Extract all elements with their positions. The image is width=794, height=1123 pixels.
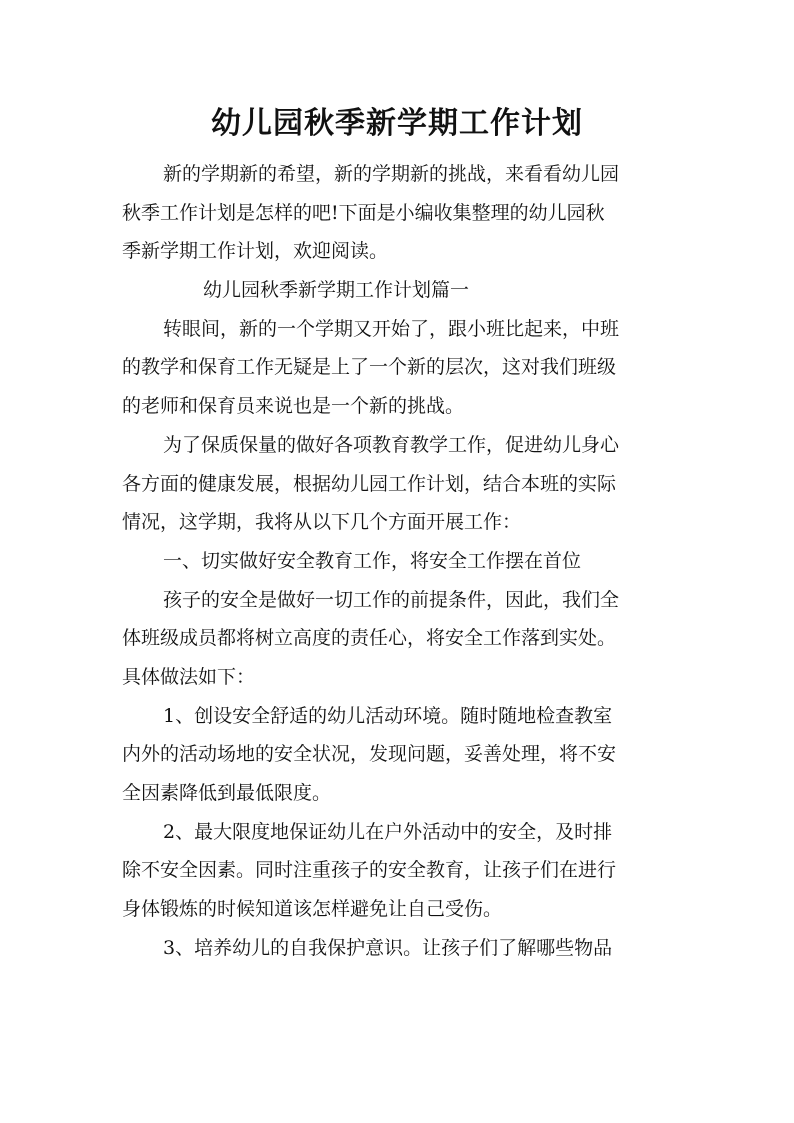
numbered-heading: 一、切实做好安全教育工作，将安全工作摆在首位: [163, 549, 582, 572]
paragraph-line: 各方面的健康发展，根据幼儿园工作计划，结合本班的实际: [122, 472, 617, 495]
paragraph-line: 秋季工作计划是怎样的吧!下面是小编收集整理的幼儿园秋: [122, 201, 605, 224]
paragraph-line: 具体做法如下：: [122, 665, 256, 688]
document-body: [122, 155, 687, 967]
paragraph-line: 为了保质保量的做好各项教育教学工作，促进幼儿身心: [163, 433, 620, 456]
list-item-line: 2、最大限度地保证幼儿在户外活动中的安全，及时排: [163, 820, 613, 843]
paragraph-line: 全因素降低到最低限度。: [122, 782, 332, 804]
section-heading: 幼儿园秋季新学期工作计划篇一: [203, 279, 470, 302]
paragraph-line: 内外的活动场地的安全状况，发现问题，妥善处理，将不安: [122, 743, 617, 766]
paragraph-line: 身体锻炼的时候知道该怎样避免让自己受伤。: [122, 898, 503, 921]
paragraph-line: 除不安全因素。同时注重孩子的安全教育，让孩子们在进行: [122, 859, 617, 882]
document-title: 幼儿园秋季新学期工作计划: [211, 106, 583, 141]
paragraph-line: 的教学和保育工作无疑是上了一个新的层次，这对我们班级: [122, 356, 617, 379]
paragraph-line: 情况，这学期，我将从以下几个方面开展工作：: [122, 511, 522, 534]
list-item-line: 1、创设安全舒适的幼儿活动环境。随时随地检查教室: [163, 704, 613, 727]
paragraph-line: 新的学期新的希望，新的学期新的挑战，来看看幼儿园: [163, 163, 620, 185]
paragraph-line: 转眼间，新的一个学期又开始了，跟小班比起来，中班: [163, 317, 620, 340]
paragraph-line: 的老师和保育员来说也是一个新的挑战。: [122, 395, 465, 418]
paragraph-line: 季新学期工作计划，欢迎阅读。: [122, 240, 389, 263]
paragraph-line: 孩子的安全是做好一切工作的前提条件，因此，我们全: [163, 588, 620, 611]
list-item-line: 3、培养幼儿的自我保护意识。让孩子们了解哪些物品: [163, 936, 613, 959]
paragraph-line: 体班级成员都将树立高度的责任心，将安全工作落到实处。: [122, 627, 617, 650]
